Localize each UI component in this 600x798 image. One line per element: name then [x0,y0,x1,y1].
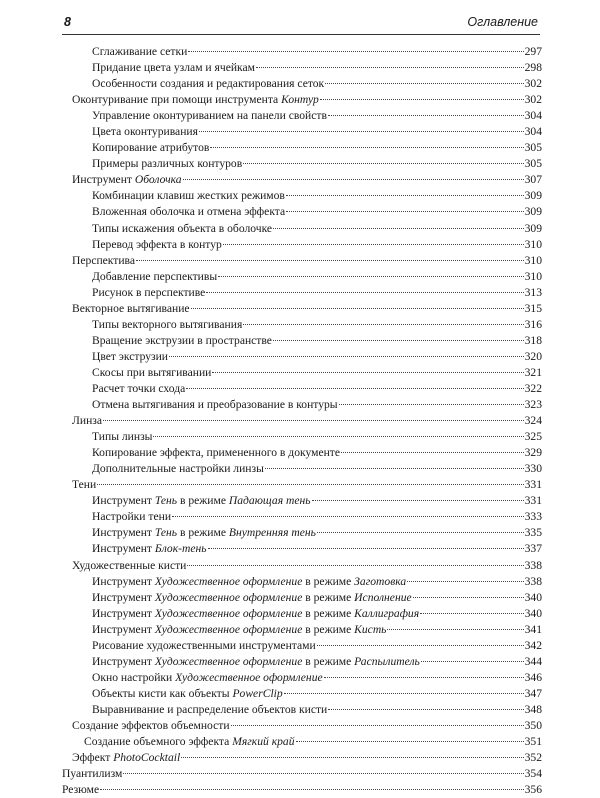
toc-title-italic-part: Художественное оформление [154,606,303,620]
toc-dot-leader [339,404,524,405]
toc-entry [62,140,542,156]
toc-title-part: Типы искажения объекта в оболочке [92,221,273,235]
toc-page-number: 347 [524,686,542,700]
toc-title-part: Резюме [62,783,100,797]
toc-title-italic-part: Тень [154,526,178,540]
toc-title-part: Копирование эффекта, примененного в документе [92,446,341,460]
toc-title-part: Рисунок в перспективе [92,285,206,299]
toc-title-italic-part: Каллиграфия [354,606,420,620]
toc-title-part: Особенности создания и редактирования сеток [92,77,325,91]
toc-page-number: 307 [524,173,542,187]
toc-entry [62,461,542,477]
page-header [62,12,540,35]
toc-entry [62,574,542,590]
toc-dot-leader [325,83,523,84]
toc-entry [62,750,542,766]
toc-entry [62,317,542,333]
toc-entry [62,413,542,429]
toc-entry [62,493,542,509]
toc-dot-leader [218,276,523,277]
toc-entry-title [92,333,272,349]
toc-title-part: Отмена вытягивания и преобразование в контуры [92,398,338,412]
toc-page-number: 309 [524,221,542,235]
toc-title-part: Цвет экструзии [92,349,168,363]
toc-dot-leader [181,757,523,758]
toc-entry-title [92,541,207,557]
toc-title-italic-part: Художественное оформление [154,622,303,636]
toc-title-part: Инструмент [92,526,155,540]
toc-title-italic-part: Мягкий край [232,735,295,749]
toc-title-part: Окно настройки [92,670,176,684]
toc-page-number: 310 [524,269,542,283]
toc-dot-leader [320,99,524,100]
toc-dot-leader [100,789,523,790]
toc-title-part: в режиме [302,590,355,604]
toc-entry [62,156,542,172]
toc-entry [62,253,542,269]
toc-page-number: 340 [524,590,542,604]
toc-entry [62,782,542,798]
toc-title-italic-part: Кисть [354,622,387,636]
toc-title-part: Типы векторного вытягивания [92,317,243,331]
toc-dot-leader [286,211,523,212]
toc-title-part: Типы линзы [92,430,153,444]
toc-entry [62,301,542,317]
toc-page-number: 305 [524,141,542,155]
toc-entry [62,92,542,108]
toc-title-italic-part: Художественное оформление [154,654,303,668]
toc-dot-leader [191,308,524,309]
toc-entry [62,734,542,750]
toc-entry [62,269,542,285]
toc-dot-leader [413,597,524,598]
toc-page-number: 297 [524,45,542,58]
toc-entry [62,60,542,76]
toc-dot-leader [169,356,524,357]
toc-page-number: 346 [524,670,542,684]
toc-entry-title [92,461,264,477]
toc-entry [62,525,542,541]
toc-entry [62,285,542,301]
toc-page-number: 341 [524,622,542,636]
toc-dot-leader [153,436,523,437]
toc-page-number: 324 [524,414,542,428]
toc-dot-leader [256,67,524,68]
toc-dot-leader [223,244,524,245]
toc-title-part: Векторное вытягивание [72,301,190,315]
toc-entry-title [72,92,319,108]
toc-title-italic-part: Тень [154,494,178,508]
toc-entry-title [92,638,316,654]
toc-entry [62,558,542,574]
toc-page-number: 302 [524,77,542,91]
toc-page-number: 316 [524,317,542,331]
toc-entry-title [92,349,168,365]
toc-entry [62,333,542,349]
toc-title-italic-part: Художественное оформление [154,574,303,588]
toc-page-number: 340 [524,606,542,620]
toc-page-number: 310 [524,237,542,251]
toc-dot-leader [341,452,524,453]
toc-entry [62,108,542,124]
toc-entry-title [72,301,190,317]
toc-dot-leader [212,372,523,373]
toc-title-part: в режиме [177,526,229,540]
toc-entry [62,686,542,702]
toc-dot-leader [265,468,524,469]
toc-entry [62,429,542,445]
toc-dot-leader [407,581,523,582]
toc-dot-leader [421,661,524,662]
toc-page-number: 333 [524,510,542,524]
toc-entry-title [72,558,186,574]
toc-entry-title [72,413,102,429]
toc-page-number: 305 [524,157,542,171]
toc-page-number: 354 [524,767,542,781]
toc-entry-title [92,108,327,124]
toc-title-part: Управление оконтуриванием на панели свойств [92,109,327,123]
toc-dot-leader [231,725,524,726]
toc-dot-leader [183,179,524,180]
toc-page-number: 338 [524,558,542,572]
toc-entry-title [92,285,205,301]
toc-title-part: Инструмент [92,590,155,604]
toc-entry-title [92,397,338,413]
toc-title-italic-part: PhotoCocktail [113,751,181,765]
toc-entry-title [62,782,99,798]
toc-page-number: 342 [524,638,542,652]
toc-entry-title [72,718,230,734]
toc-dot-leader [387,629,523,630]
toc-entry [62,670,542,686]
toc-title-part: Тени [72,478,97,492]
toc-entry-title [92,493,311,509]
toc-page-number: 309 [524,205,542,219]
toc-page-number: 337 [524,542,542,556]
toc-dot-leader [97,484,523,485]
toc-entry-title [62,766,122,782]
toc-entry-title [92,622,386,638]
page-number: 8 [64,15,71,29]
toc-dot-leader [243,324,523,325]
toc-entry-title [72,172,182,188]
toc-dot-leader [206,292,523,293]
toc-entry-title [92,429,152,445]
toc-title-part: Объекты кисти как объекты [92,686,233,700]
toc-title-part: Примеры различных контуров [92,157,243,171]
toc-title-italic-part: Внутренняя тень [228,526,316,540]
toc-page-number: 338 [524,574,542,588]
toc-title-part: Оконтуривание при помощи инструмента [72,93,282,107]
toc-page-number: 320 [524,349,542,363]
toc-entry [62,204,542,220]
toc-entry [62,718,542,734]
toc-entry [62,541,542,557]
toc-title-part: Инструмент [92,654,155,668]
toc-entry-title [92,317,242,333]
toc-page-number: 331 [524,494,542,508]
toc-title-part: Настройки тени [92,510,172,524]
toc-entry-title [92,221,272,237]
toc-entry-title [92,237,222,253]
toc-entry-title [84,734,295,750]
toc-title-part: в режиме [302,654,355,668]
toc-title-part: Художественные кисти [72,558,187,572]
toc-dot-leader [243,163,523,164]
toc-title-part: Вложенная оболочка и отмена эффекта [92,205,286,219]
toc-dot-leader [328,115,524,116]
toc-entry [62,445,542,461]
toc-entry-title [92,702,327,718]
toc-title-part: в режиме [177,494,229,508]
toc-entry-title [92,44,187,60]
toc-entry-title [92,269,217,285]
toc-page-number: 330 [524,462,542,476]
toc-entry [62,381,542,397]
toc-title-part: Цвета оконтуривания [92,125,198,139]
toc-entry-title [92,445,340,461]
toc-page-number: 313 [524,285,542,299]
toc-page-number: 322 [524,381,542,395]
toc-entry [62,509,542,525]
toc-page-number: 323 [524,398,542,412]
toc-page-number: 329 [524,446,542,460]
toc-title-part: Выравнивание и распределение объектов кисти [92,702,328,716]
table-of-contents [62,44,542,798]
toc-title-part: Расчет точки схода [92,381,186,395]
toc-title-part: Скосы при вытягивании [92,365,212,379]
toc-page-number: 309 [524,189,542,203]
toc-dot-leader [103,420,524,421]
toc-page-number: 318 [524,333,542,347]
toc-dot-leader [208,548,524,549]
toc-entry-title [72,253,135,269]
toc-title-italic-part: Распылитель [354,654,420,668]
toc-entry [62,622,542,638]
toc-entry-title [92,590,412,606]
toc-title-italic-part: PowerClip [232,686,283,700]
toc-entry [62,766,542,782]
toc-title-part: Инструмент [92,574,155,588]
toc-entry-title [92,606,419,622]
toc-page-number: 356 [524,783,542,797]
toc-page-number: 315 [524,301,542,315]
toc-page-number: 321 [524,365,542,379]
toc-entry [62,638,542,654]
toc-entry-title [72,750,180,766]
toc-page-number: 298 [524,61,542,75]
toc-entry [62,397,542,413]
toc-entry [62,44,542,60]
toc-page-number: 331 [524,478,542,492]
toc-title-part: Придание цвета узлам и ячейкам [92,61,255,75]
toc-title-part: Рисование художественными инструментами [92,638,316,652]
toc-title-part: Перевод эффекта в контур [92,237,222,251]
toc-page-number: 304 [524,125,542,139]
toc-title-part: в режиме [302,622,355,636]
toc-page-number: 344 [524,654,542,668]
toc-title-part: Добавление перспективы [92,269,218,283]
toc-title-part: Инструмент [92,622,155,636]
toc-entry-title [92,381,185,397]
toc-entry-title [92,204,285,220]
toc-dot-leader [328,709,523,710]
toc-entry [62,349,542,365]
toc-dot-leader [296,741,524,742]
toc-entry-title [92,670,323,686]
toc-entry [62,702,542,718]
toc-page-number: 352 [524,751,542,765]
toc-entry-title [92,574,406,590]
toc-dot-leader [273,228,524,229]
toc-dot-leader [286,195,524,196]
toc-entry-title [92,76,324,92]
toc-entry-title [92,156,242,172]
toc-title-part: Линза [72,414,102,428]
toc-entry [62,590,542,606]
toc-title-italic-part: Исполнение [354,590,412,604]
toc-title-part: Копирование атрибутов [92,141,210,155]
toc-title-italic-part: Заготовка [354,574,407,588]
toc-entry [62,365,542,381]
toc-entry-title [92,188,285,204]
toc-entry [62,124,542,140]
toc-page-number: 348 [524,702,542,716]
toc-page-number: 310 [524,253,542,267]
toc-entry-title [92,654,420,670]
toc-title-part: Инструмент [72,173,135,187]
toc-title-part: Инструмент [92,542,155,556]
toc-entry [62,654,542,670]
toc-entry [62,606,542,622]
toc-entry [62,188,542,204]
toc-entry-title [92,124,198,140]
toc-title-italic-part: Художественное оформление [175,670,323,684]
toc-entry [62,221,542,237]
toc-dot-leader [136,260,524,261]
toc-title-part: Перспектива [72,253,136,267]
toc-dot-leader [284,693,524,694]
toc-dot-leader [312,500,524,501]
toc-page-number: 325 [524,430,542,444]
toc-entry-title [92,365,211,381]
toc-title-part: Дополнительные настройки линзы [92,462,264,476]
toc-title-italic-part: Падающая тень [228,494,311,508]
toc-dot-leader [187,565,523,566]
toc-dot-leader [420,613,524,614]
toc-title-part: Вращение экструзии в пространстве [92,333,272,347]
toc-entry-title [92,686,283,702]
toc-dot-leader [172,516,524,517]
toc-dot-leader [188,51,523,52]
toc-title-italic-part: Оболочка [134,173,182,187]
toc-title-italic-part: Художественное оформление [154,590,303,604]
toc-title-part: Инструмент [92,606,155,620]
section-title: Оглавление [467,15,538,29]
toc-title-part: Инструмент [92,494,155,508]
toc-title-part: Создание эффектов объемности [72,718,230,732]
toc-entry [62,477,542,493]
toc-title-part: в режиме [302,606,355,620]
toc-entry [62,76,542,92]
toc-title-italic-part: Контур [281,93,319,107]
toc-title-part: Сглаживание сетки [92,45,188,58]
toc-entry-title [92,525,316,541]
toc-dot-leader [273,340,524,341]
toc-page-number: 351 [524,735,542,749]
toc-entry-title [92,140,209,156]
toc-entry [62,237,542,253]
toc-dot-leader [199,131,524,132]
toc-dot-leader [324,677,524,678]
toc-dot-leader [317,532,524,533]
toc-entry [62,172,542,188]
toc-entry-title [92,60,255,76]
toc-entry-title [92,509,171,525]
toc-title-part: в режиме [302,574,355,588]
toc-title-italic-part: Блок-тень [154,542,207,556]
toc-page-number: 304 [524,109,542,123]
toc-title-part: Комбинации клавиш жестких режимов [92,189,285,203]
toc-page-number: 302 [524,93,542,107]
toc-dot-leader [210,147,523,148]
toc-dot-leader [186,388,523,389]
toc-entry-title [72,477,96,493]
toc-title-part: Создание объемного эффекта [84,735,233,749]
toc-page-number: 350 [524,718,542,732]
toc-title-part: Пуантилизм [62,767,123,781]
toc-page-number: 335 [524,526,542,540]
toc-title-part: Эффект [72,751,114,765]
toc-dot-leader [123,773,523,774]
toc-dot-leader [317,645,524,646]
